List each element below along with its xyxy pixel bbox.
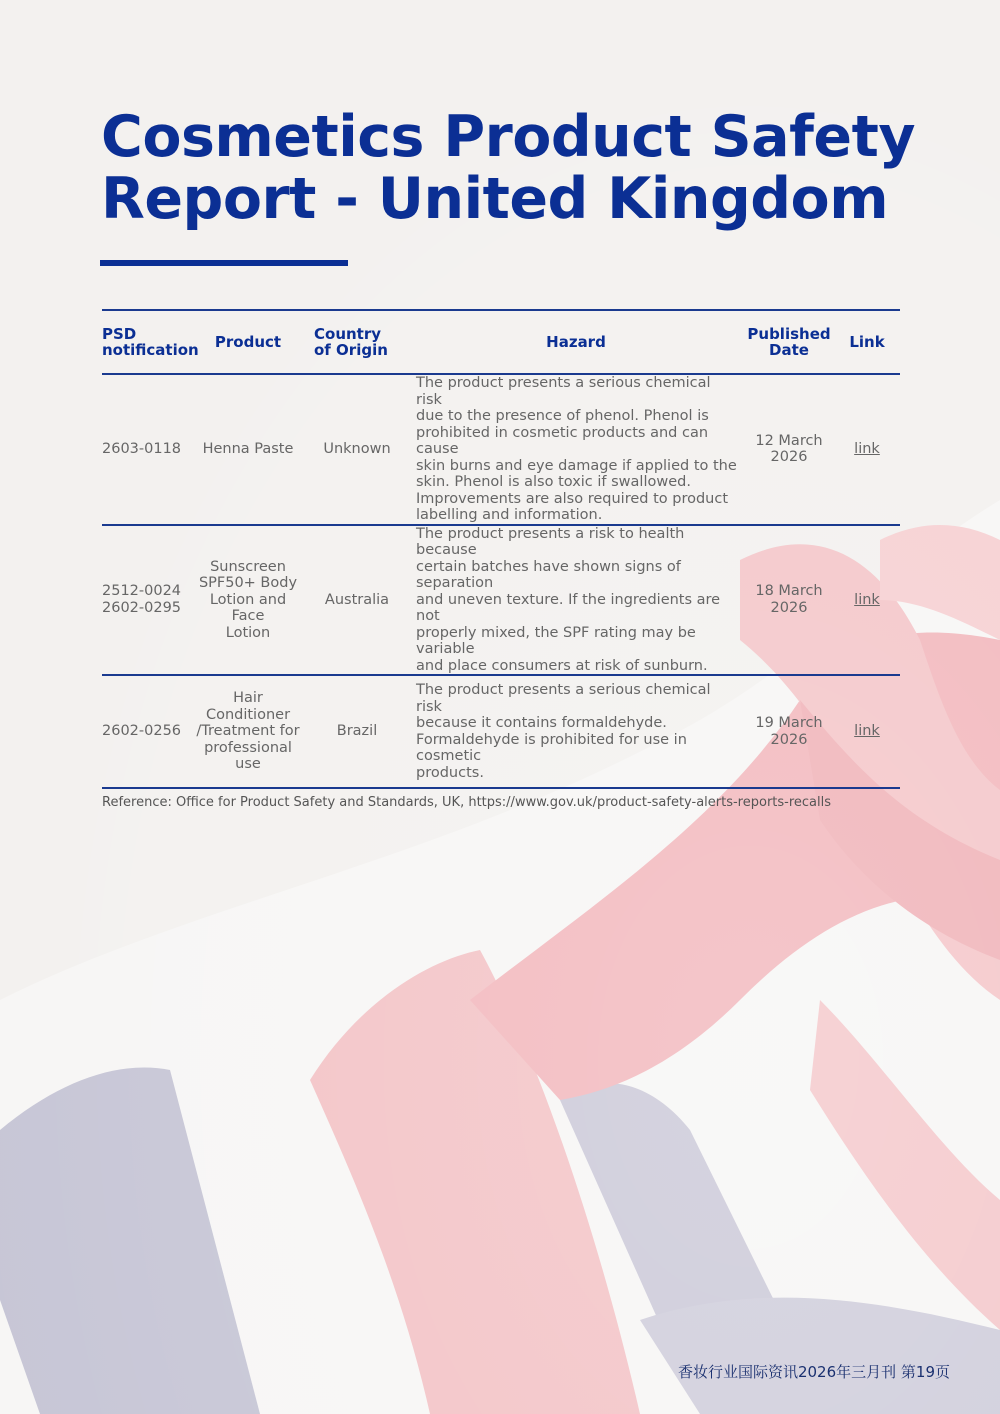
- report-link[interactable]: link: [854, 441, 880, 457]
- page-title: [101, 106, 921, 230]
- cell-product: Hair Conditioner /Treatment for professional use: [190, 675, 306, 788]
- page-footer: 香妆行业国际资讯2026年三月刊 第19页: [677, 1363, 950, 1381]
- cell-psd-notification: 2602-0256: [102, 675, 190, 788]
- title-underline: [100, 260, 348, 266]
- cell-hazard: The product presents a serious chemical risk because it contains formaldehyde. Formaldehyde is prohibited for use in cosmetic products.: [408, 675, 744, 788]
- table-header-row: [102, 310, 900, 374]
- cell-hazard: The product presents a risk to health because certain batches have shown signs of separation and uneven texture. If the ingredients are not properly mixed, the SPF rating may be variable and place consumers at risk of sunburn.: [408, 525, 744, 676]
- cell-hazard: The product presents a serious chemical risk due to the presence of phenol. Phenol is prohibited in cosmetic products and can cause skin burns and eye damage if applied to the skin. Phenol is also toxic if swallowed. Improvements are also required to product labelling and information.: [408, 374, 744, 525]
- header-hazard: Hazard: [408, 310, 744, 374]
- header-published-date: Published Date: [744, 310, 834, 374]
- table-row: [102, 374, 900, 525]
- cell-product: Sunscreen SPF50+ Body Lotion and Face Lotion: [190, 525, 306, 676]
- table-row: [102, 675, 900, 788]
- cell-link: [834, 675, 900, 788]
- report-link[interactable]: link: [854, 591, 880, 608]
- cell-published-date: 18 March 2026: [744, 525, 834, 676]
- cell-product: Henna Paste: [190, 374, 306, 525]
- header-product: Product: [190, 310, 306, 374]
- cell-country-of-origin: Brazil: [306, 675, 408, 788]
- cell-link: [834, 374, 900, 525]
- cell-country-of-origin: Australia: [306, 525, 408, 676]
- cell-published-date: 12 March 2026: [744, 374, 834, 525]
- title-line-2: Report - United Kingdom: [101, 166, 889, 232]
- cell-psd-notification: 2603-0118: [102, 374, 190, 525]
- cell-psd-notification: 2512-0024 2602-0295: [102, 525, 190, 676]
- title-line-1: Cosmetics Product Safety: [101, 104, 915, 170]
- header-country-of-origin: Country of Origin: [306, 310, 408, 374]
- reference-note: Reference: Office for Product Safety and Standards, UK, https://www.gov.uk/product-safety-alerts-reports-recalls: [102, 795, 832, 810]
- report-link[interactable]: link: [854, 723, 880, 740]
- safety-report-table: [102, 309, 900, 789]
- header-link: Link: [834, 310, 900, 374]
- table-row: [102, 525, 900, 676]
- cell-link: [834, 525, 900, 676]
- header-psd-notification: PSD notification: [102, 310, 190, 374]
- cell-published-date: 19 March 2026: [744, 675, 834, 788]
- cell-country-of-origin: Unknown: [306, 374, 408, 525]
